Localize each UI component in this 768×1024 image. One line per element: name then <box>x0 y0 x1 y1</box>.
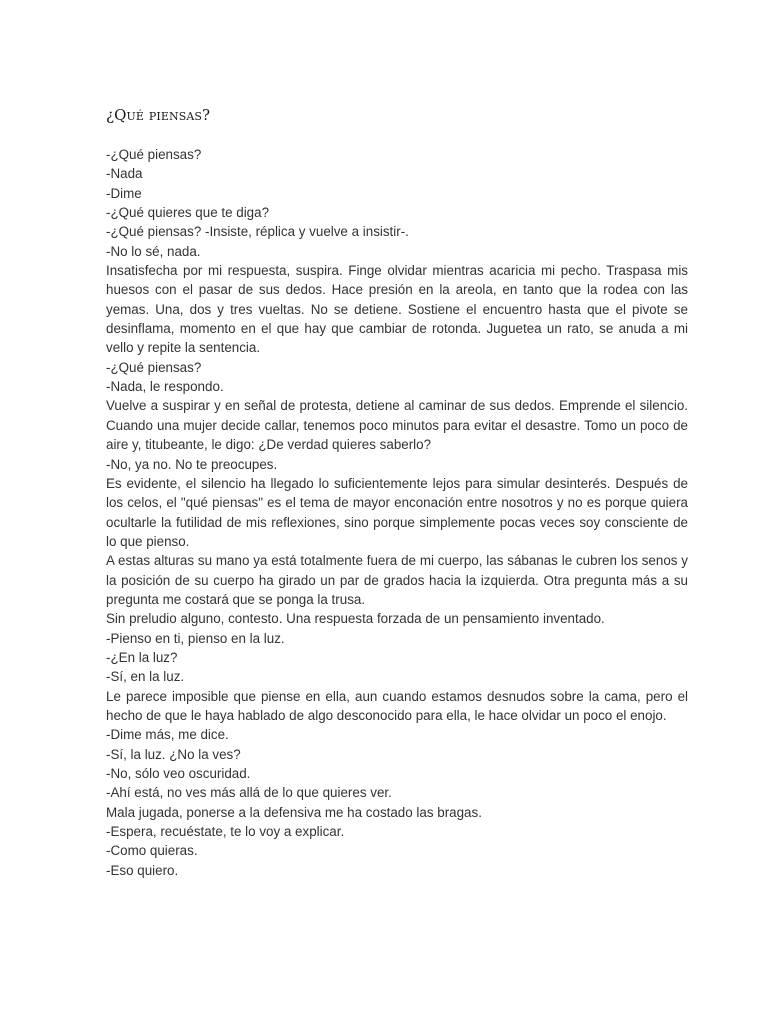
narrative-line: Mala jugada, ponerse a la defensiva me ha costado las bragas. <box>106 804 482 820</box>
page-title: ¿Qué piensas? <box>106 106 211 124</box>
story-body <box>106 145 688 880</box>
narrative-paragraph: Le parece imposible que piense en ella, aun cuando estamos desnudos sobre la cama, pero el hecho de que le haya hablado de algo desconocido para ella, le hace olvidar un poco el enojo. <box>106 688 688 723</box>
dialogue-line: -¿Qué piensas? <box>106 147 202 162</box>
dialogue-line: -Nada, le respondo. <box>106 379 224 395</box>
dialogue-line: -Eso quiero. <box>106 862 179 878</box>
dialogue-line: -Dime <box>106 185 142 201</box>
dialogue-line: -¿Qué piensas? -Insiste, réplica y vuelve a insistir-. <box>106 224 409 240</box>
dialogue-line: -Espera, recuéstate, te lo voy a explicar. <box>106 824 345 840</box>
dialogue-line: -Dime más, me dice. <box>106 727 229 743</box>
dialogue-line: -No, sólo veo oscuridad. <box>106 766 251 781</box>
dialogue-line: -Nada <box>106 166 143 182</box>
narrative-paragraph: Es evidente, el silencio ha llegado lo suficientemente lejos para simular desinterés. Después de los celos, el "qué piensas" es el tema de mayor enconación entre nosotros y no es porque quiera ocultarle la futilidad de mis reflexiones, sino porque simplemente pocas veces soy consciente de lo que pienso. <box>106 475 688 549</box>
dialogue-line: -Ahí está, no ves más allá de lo que quieres ver. <box>106 785 392 801</box>
narrative-line: Sin preludio alguno, contesto. Una respuesta forzada de un pensamiento inventado. <box>106 611 605 627</box>
dialogue-line: -No, ya no. No te preocupes. <box>106 456 278 472</box>
narrative-paragraph: Insatisfecha por mi respuesta, suspira. Finge olvidar mientras acaricia mi pecho. Traspasa mis huesos con el pasar de sus dedos. Hace presión en la areola, en tanto que la rodea con las yemas. Una, dos y tres vueltas. No se detiene. Sostiene el encuentro hasta que el pivote se desinflama, momento en el que hay que cambiar de rotonda. Juguetea un rato, se anuda a mi vello y repite la sentencia. <box>106 263 688 356</box>
dialogue-line: -Como quieras. <box>106 843 198 859</box>
dialogue-line: -Pienso en ti, pienso en la luz. <box>106 630 285 646</box>
dialogue-line: -¿Qué quieres que te diga? <box>106 205 270 221</box>
narrative-paragraph: Vuelve a suspirar y en señal de protesta, detiene al caminar de sus dedos. Emprende el silencio. Cuando una mujer decide callar, tenemos poco minutos para evitar el desastre. Tomo un poco de aire y, titubeante, le digo: ¿De verdad quieres saberlo? <box>106 398 688 453</box>
dialogue-line: -Sí, en la luz. <box>106 669 185 685</box>
narrative-paragraph: A estas alturas su mano ya está totalmente fuera de mi cuerpo, las sábanas le cubren los senos y la posición de su cuerpo ha girado un par de grados hacia la izquierda. Otra pregunta más a su pregunta me costará que se ponga la trusa. <box>106 553 688 607</box>
dialogue-line: -Sí, la luz. ¿No la ves? <box>106 746 241 762</box>
dialogue-line: -¿En la luz? <box>106 649 178 665</box>
dialogue-line: -¿Qué piensas? <box>106 359 202 375</box>
dialogue-line: -No lo sé, nada. <box>106 243 201 259</box>
